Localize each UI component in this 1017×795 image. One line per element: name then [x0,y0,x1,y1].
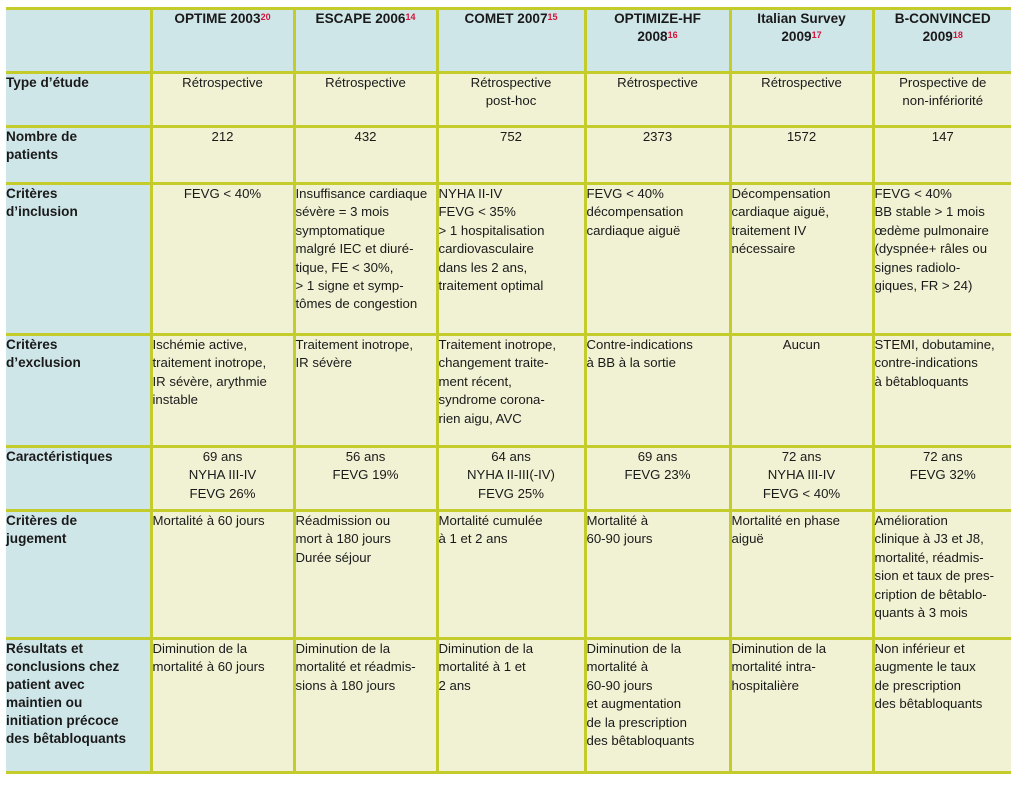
cell-line: 72 ans [922,449,963,464]
cell-line: Diminution de la [152,641,248,656]
cell-line: post-hoc [485,93,537,109]
header-name: OPTIMIZE-HF [614,11,701,26]
cell-line: 2 ans [438,677,471,693]
table-cell [437,73,585,127]
table-cell [585,127,730,184]
cell-line: à bêtabloquants [874,373,969,389]
table-cell [730,335,873,447]
cell-line: décompensation [586,204,684,220]
cell-line: Mortalité cumulée [438,513,543,528]
table-cell [294,511,437,639]
table-row-type-etude [6,73,1011,127]
cell-line: Diminution de la [295,641,391,656]
table-cell [151,639,294,773]
row-label [6,447,151,511]
table-cell [873,511,1011,639]
cell-line: œdème pulmonaire [874,222,989,238]
cell-line: symptomatique [295,222,385,238]
header-comet [437,9,585,73]
cell-line: Diminution de la [731,641,827,656]
table-cell [294,127,437,184]
table-cell [151,184,294,335]
cell-line: de la prescription [586,714,687,730]
cell-line: FEVG 32% [909,467,976,483]
cell-line: à BB à la sortie [586,355,676,371]
header-ref: 18 [952,30,963,40]
cell-line: quants à 3 mois [874,605,968,621]
cell-line: Mortalité à [586,513,649,528]
row-label-line: des bêtabloquants [6,731,127,746]
cell-line: syndrome corona- [438,392,545,408]
table-cell [873,447,1011,511]
table-cell [873,639,1011,773]
cell-line: Traitement inotrope, [438,337,557,352]
row-label-line: Nombre de [6,129,78,144]
table-cell [294,639,437,773]
cell-line: BB stable > 1 mois [874,204,985,220]
cell-line: 69 ans [637,449,678,464]
header-ref: 17 [811,30,822,40]
row-label [6,511,151,639]
row-label [6,335,151,447]
table-cell [585,335,730,447]
cell-line: clinique à J3 et J8, [874,531,984,547]
cell-line: mort à 180 jours [295,531,391,547]
header-escape [294,9,437,73]
cell-line: 64 ans [491,449,531,464]
cell-line: FEVG 25% [478,485,544,501]
header-year: 2009 [922,29,953,44]
cell-line: à 1 et 2 ans [438,531,508,547]
cell-line: 2373 [642,129,673,144]
row-label-line: Critères de [6,513,78,528]
cell-line: FEVG 23% [624,467,691,483]
cell-line: Non inférieur et [874,641,965,656]
row-label-line: Critères [6,186,58,201]
cell-line: traitement inotrope, [152,355,267,371]
cell-line: cardiaque aiguë [586,222,681,238]
table-cell [873,335,1011,447]
header-name: COMET 2007 [464,11,548,26]
cell-line: IR sévère, arythmie [152,373,267,389]
row-label-line: patient avec [6,677,85,692]
cell-line: NYHA III-IV [767,467,836,483]
table-row-criteres-jugement [6,511,1011,639]
table-cell [873,73,1011,127]
cell-line: Rétrospective [617,75,698,90]
cell-line: augmente le taux [874,659,976,675]
table-cell [437,127,585,184]
table-body [6,73,1011,773]
cell-line: et augmentation [586,696,682,712]
cell-line: Prospective de [899,75,987,90]
cell-line: signes radiolo- [874,259,961,275]
table-row-criteres-exclusion [6,335,1011,447]
header-ref: 14 [405,12,416,22]
table-row-nombre-patients [6,127,1011,184]
cell-line: Diminution de la [586,641,682,656]
table-cell [730,511,873,639]
beta-blocker-studies-table [6,7,1011,774]
cell-line: 752 [499,129,522,144]
row-label-line: d’exclusion [6,355,81,370]
header-corner [6,9,151,73]
cell-line: STEMI, dobutamine, [874,337,995,352]
table-cell [873,184,1011,335]
table-cell [151,447,294,511]
cell-line: dans les 2 ans, [438,259,528,275]
table-cell [151,511,294,639]
table-cell [730,73,873,127]
table-cell [151,127,294,184]
cell-line: FEVG < 40% [586,186,664,201]
table-row-criteres-inclusion [6,184,1011,335]
table-cell [585,73,730,127]
cell-line: 1572 [786,129,817,144]
cell-line: changement traite- [438,355,549,371]
cell-line: contre-indications [874,355,978,371]
cell-line: > 1 signe et symp- [295,278,404,294]
table-cell [585,511,730,639]
cell-line: sion et taux de pres- [874,568,994,584]
header-name: OPTIME 2003 [174,11,261,26]
row-label-line: maintien ou [6,695,83,710]
cell-line: IR sévère [295,355,352,371]
cell-line: Rétrospective [182,75,263,90]
cell-line: Mortalité à 60 jours [152,513,265,528]
cell-line: Décompensation [731,186,831,201]
cell-line: FEVG < 40% [874,186,952,201]
cell-line: mortalité intra- [731,659,816,675]
cell-line: NYHA II-IV [438,186,503,201]
header-ref: 16 [667,30,678,40]
table-cell [151,335,294,447]
cell-line: mortalité à 1 et [438,659,526,675]
cell-line: des bêtabloquants [874,696,983,712]
cell-line: 69 ans [202,449,243,464]
row-label-line: patients [6,147,59,162]
cell-line: 212 [211,129,234,144]
table-cell [437,447,585,511]
cell-line: malgré IEC et diuré- [295,241,414,257]
cell-line: mortalité à [586,659,649,675]
row-label-line: conclusions chez [6,659,120,674]
header-name: Italian Survey [757,11,846,26]
cell-line: 60-90 jours [586,531,653,547]
header-b-convinced [873,9,1011,73]
row-label [6,184,151,335]
table-cell [585,184,730,335]
cell-line: cardiovasculaire [438,241,534,257]
cell-line: Contre-indications [586,337,693,352]
cell-line: sévère = 3 mois [295,204,389,220]
header-optime [151,9,294,73]
cell-line: 432 [354,129,377,144]
table-cell [585,447,730,511]
table-cell [873,127,1011,184]
table-cell [294,184,437,335]
cell-line: traitement IV [731,222,807,238]
header-optimize-hf [585,9,730,73]
cell-line: non-infériorité [902,93,984,109]
cell-line: 147 [931,129,954,144]
table-cell [437,639,585,773]
header-row [6,9,1011,73]
cell-line: mortalité et réadmis- [295,659,416,675]
cell-line: Rétrospective [761,75,842,90]
row-label-line: Type d’étude [6,75,89,90]
header-year: 2008 [637,29,668,44]
table-row-caracteristiques [6,447,1011,511]
table-cell [730,639,873,773]
cell-line: Insuffisance cardiaque [295,186,428,201]
cell-line: 60-90 jours [586,677,653,693]
cell-line: des bêtabloquants [586,733,695,749]
cell-line: de prescription [874,677,961,693]
row-label-line: initiation précoce [6,713,119,728]
header-name: B-CONVINCED [894,11,991,26]
cell-line: FEVG 26% [189,485,256,501]
cell-line: NYHA II-III(-IV) [467,467,555,483]
cell-line: instable [152,392,198,408]
cell-line: FEVG < 40% [183,186,262,201]
cell-line: sions à 180 jours [295,677,396,693]
table-cell [730,127,873,184]
table-cell [294,335,437,447]
cell-line: tique, FE < 30%, [295,259,394,275]
cell-line: aiguë [731,531,764,547]
header-ref: 20 [260,12,271,22]
row-label-line: d’inclusion [6,204,78,219]
cell-line: mortalité à 60 jours [152,659,265,675]
header-year: 2009 [781,29,812,44]
cell-line: FEVG < 40% [762,485,841,501]
row-label-line: Résultats et [6,641,84,656]
table-cell [730,447,873,511]
table-cell [294,73,437,127]
cell-line: cardiaque aiguë, [731,204,830,220]
cell-line: 56 ans [345,449,386,464]
row-label-line: Caractéristiques [6,449,113,464]
header-italian-survey [730,9,873,73]
table-row-resultats [6,639,1011,773]
cell-line: traitement optimal [438,278,544,294]
table-cell [437,335,585,447]
cell-line: nécessaire [731,241,796,257]
cell-line: Rétrospective [325,75,406,90]
cell-line: FEVG 19% [332,467,399,483]
cell-line: ment récent, [438,373,512,389]
table-cell [730,184,873,335]
cell-line: tômes de congestion [295,296,418,312]
row-label [6,73,151,127]
table-cell [294,447,437,511]
cell-line: Diminution de la [438,641,534,656]
cell-line: Traitement inotrope, [295,337,414,352]
cell-line: 72 ans [781,449,822,464]
table-cell [437,511,585,639]
cell-line: NYHA III-IV [188,467,257,483]
cell-line: giques, FR > 24) [874,278,973,294]
cell-line: cription de bêtablo- [874,586,987,602]
cell-line: Aucun [782,337,821,352]
row-label-line: Critères [6,337,58,352]
cell-line: Amélioration [874,513,948,528]
cell-line: rien aigu, AVC [438,410,522,426]
header-ref: 15 [547,12,558,22]
cell-line: hospitalière [731,677,799,693]
cell-line: Ischémie active, [152,337,248,352]
row-label [6,639,151,773]
cell-line: mortalité, réadmis- [874,549,984,565]
cell-line: FEVG < 35% [438,204,516,220]
cell-line: Rétrospective [470,75,552,90]
cell-line: Mortalité en phase [731,513,840,528]
table-cell [437,184,585,335]
row-label-line: jugement [6,531,67,546]
table-cell [151,73,294,127]
table-cell [585,639,730,773]
row-label [6,127,151,184]
cell-line: > 1 hospitalisation [438,222,545,238]
cell-line: Durée séjour [295,549,371,565]
header-name: ESCAPE 2006 [315,11,406,26]
cell-line: Réadmission ou [295,513,391,528]
cell-line: (dyspnée+ râles ou [874,241,988,257]
